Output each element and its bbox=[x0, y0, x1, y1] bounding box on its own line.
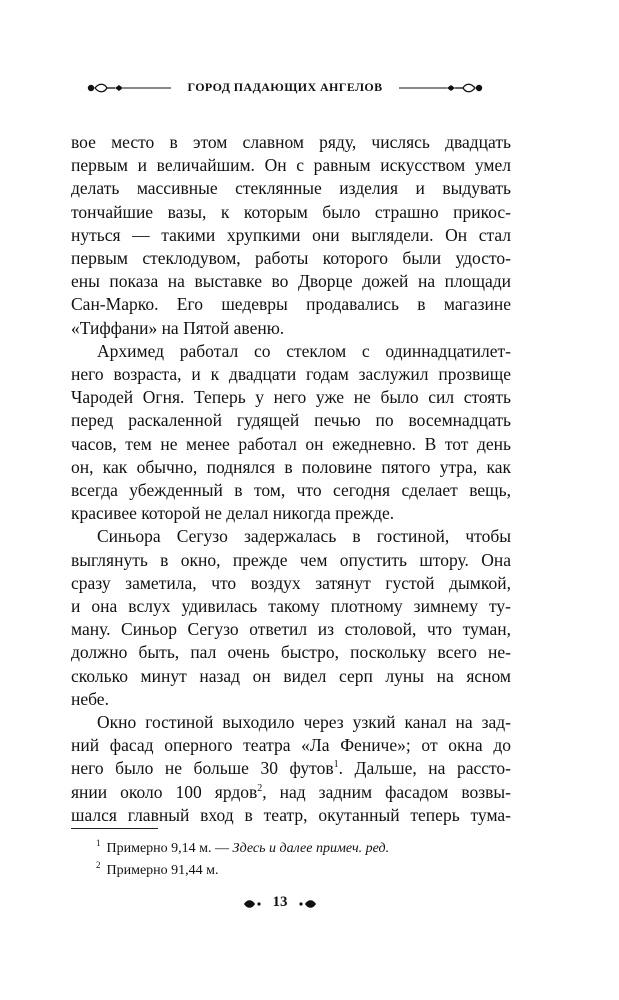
text-line: Сан-Марко. Его шедевры продавались в магазине bbox=[71, 294, 511, 315]
text-line: делать массивные стеклянные изделия и выдувать bbox=[71, 178, 511, 199]
footnote-ref[interactable]: 1 bbox=[333, 759, 339, 771]
text-line: Чародей Огня. Теперь у него уже не было сил стоять bbox=[71, 387, 511, 408]
text-line: должно быть, пал очень быстро, поскольку всего не- bbox=[71, 642, 511, 663]
footnote-text: Примерно 91,44 м. bbox=[106, 863, 219, 878]
text-line: всегда убежденный в том, что сегодня сделает вещь, bbox=[71, 480, 511, 501]
footnote-2 bbox=[96, 860, 516, 882]
text-line: первым и величайшим. Он с равным искусством умел bbox=[71, 155, 511, 176]
text-line: шался главный вход в театр, окутанный теперь тума- bbox=[71, 804, 511, 825]
paragraph-4 bbox=[71, 711, 511, 827]
text-line: сразу заметила, что воздух затянут густой дымкой, bbox=[71, 572, 511, 593]
paragraph-3 bbox=[71, 525, 511, 711]
page-number: 13 bbox=[272, 894, 288, 910]
text-line: тончайшие вазы, к которым было страшно прикос- bbox=[71, 201, 511, 222]
text-line: часов, тем не менее работал он ежедневно. В тот день bbox=[71, 433, 511, 454]
paragraph-1 bbox=[71, 131, 511, 340]
text-line bbox=[71, 781, 511, 804]
text-line: выглянуть в окно, прежде чем опустить штору. Она bbox=[71, 549, 511, 570]
text-line: сколько минут назад он видел серп луны на ясном bbox=[71, 665, 511, 686]
running-title: ГОРОД ПАДАЮЩИХ АНГЕЛОВ bbox=[187, 80, 383, 94]
page-number-block bbox=[230, 892, 330, 916]
paragraph-2 bbox=[71, 340, 511, 526]
footnotes bbox=[96, 838, 516, 882]
footnote-ref[interactable]: 2 bbox=[257, 782, 263, 794]
text-line: перед раскаленной гудящей печью по восемнадцать bbox=[71, 410, 511, 431]
text-line: нуться — такими хрупкими они выглядели. Он стал bbox=[71, 224, 511, 245]
text-fragment: янии около 100 ярдов bbox=[71, 781, 258, 802]
text-fragment: . Дальше, на рассто- bbox=[338, 758, 511, 779]
footnote-number: 1 bbox=[96, 838, 101, 849]
text-line: вое место в этом славном ряду, числясь двадцать bbox=[71, 132, 511, 152]
footnote-number: 2 bbox=[96, 860, 101, 871]
text-line: ману. Синьор Сегузо ответил из столовой, что туман, bbox=[71, 619, 511, 640]
text-line: Синьора Сегузо задержалась в гостиной, чтобы bbox=[97, 526, 511, 547]
footnote-1 bbox=[96, 838, 516, 860]
text-line: Архимед работал со стеклом с одиннадцатилет- bbox=[97, 340, 511, 361]
text-line: красивее которой не делал никогда прежде. bbox=[71, 503, 395, 524]
text-line bbox=[71, 757, 511, 780]
text-line: он, как обычно, поднялся в половине пятого утра, как bbox=[71, 456, 511, 477]
running-header bbox=[85, 72, 485, 104]
text-line: небе. bbox=[71, 688, 109, 709]
text-line: первым стеклодувом, работы которого были удосто- bbox=[71, 248, 511, 269]
footnote-text: Примерно 9,14 м. — bbox=[106, 841, 233, 856]
text-fragment: него было не больше 30 футов bbox=[71, 758, 334, 779]
text-line: ены показа на выставке во Дворце дожей на площади bbox=[71, 271, 511, 292]
footnote-divider bbox=[71, 828, 158, 829]
text-line: и она вслух удивилась такому плотному зимнему ту- bbox=[71, 596, 511, 617]
body-text bbox=[71, 131, 511, 827]
text-line: ний фасад оперного театра «Ла Фениче»; от окна до bbox=[71, 735, 511, 756]
text-line: Окно гостиной выходило через узкий канал на зад- bbox=[97, 712, 511, 733]
footnote-italic: Здесь и далее примеч. ред. bbox=[232, 841, 390, 856]
text-fragment: , над задним фасадом возвы- bbox=[262, 781, 511, 802]
text-line: него возраста, и к двадцати годам заслужил прозвище bbox=[71, 364, 511, 385]
text-line: «Тиффани» на Пятой авеню. bbox=[71, 317, 285, 338]
